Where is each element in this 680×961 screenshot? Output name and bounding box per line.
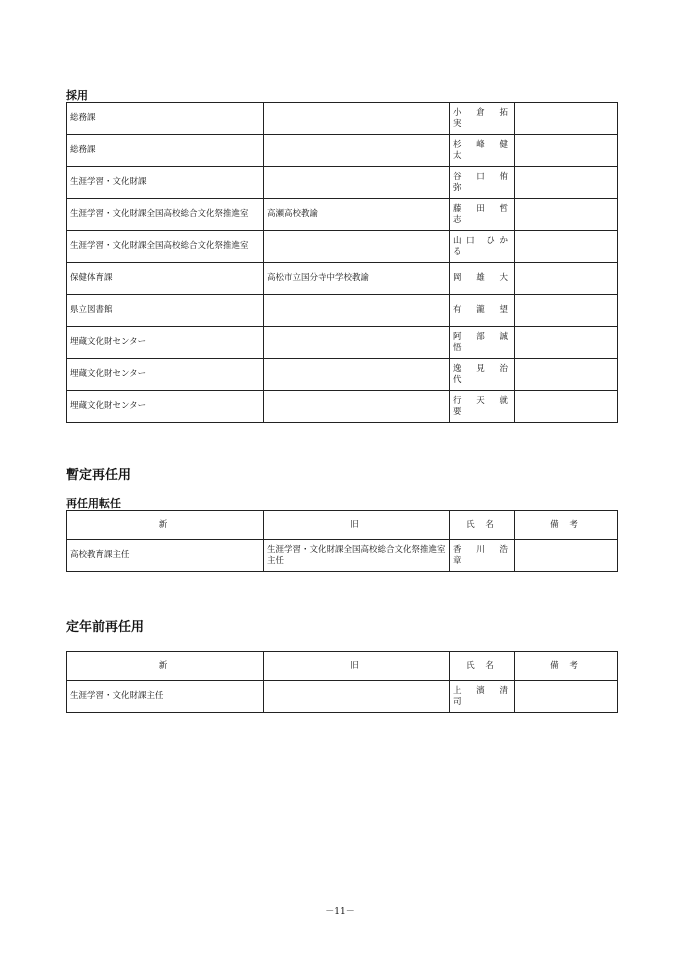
section-title-provisional: 暫定再任用 [66, 468, 132, 483]
cell-prev [264, 135, 450, 167]
header-note: 備 考 [515, 511, 618, 540]
table-row [67, 103, 618, 135]
cell-name: 香 川 浩 章 [450, 540, 515, 572]
cell-dept: 生涯学習・文化財課 [67, 167, 264, 199]
cell-dept: 総務課 [67, 135, 264, 167]
table-header-row [67, 511, 618, 540]
cell-name: 上 濱 清 司 [450, 681, 515, 713]
cell-prev: 高松市立国分寺中学校教諭 [264, 263, 450, 295]
cell-dept: 生涯学習・文化財課全国高校総合文化祭推進室 [67, 199, 264, 231]
cell-dept: 生涯学習・文化財課全国高校総合文化祭推進室 [67, 231, 264, 263]
cell-name: 行 天 就 要 [450, 391, 515, 423]
cell-old: 生涯学習・文化財課全国高校総合文化祭推進室主任 [264, 540, 450, 572]
cell-name: 岡 雄 大 [450, 263, 515, 295]
cell-name: 逸 見 治 代 [450, 359, 515, 391]
section-title-adoption: 採用 [66, 89, 88, 102]
cell-note [515, 103, 618, 135]
table-row [67, 681, 618, 713]
cell-name: 藤 田 哲 志 [450, 199, 515, 231]
cell-note [515, 327, 618, 359]
table-row [67, 263, 618, 295]
cell-prev [264, 295, 450, 327]
table-row [67, 135, 618, 167]
table-row [67, 327, 618, 359]
cell-note [515, 199, 618, 231]
cell-note [515, 263, 618, 295]
cell-note [515, 391, 618, 423]
cell-note [515, 231, 618, 263]
cell-new: 高校教育課主任 [67, 540, 264, 572]
cell-new: 生涯学習・文化財課主任 [67, 681, 264, 713]
cell-dept: 埋蔵文化財センター [67, 359, 264, 391]
table-row [67, 199, 618, 231]
cell-note [515, 295, 618, 327]
cell-name: 阿 部 誠 悟 [450, 327, 515, 359]
cell-dept: 保健体育課 [67, 263, 264, 295]
cell-note [515, 135, 618, 167]
cell-note [515, 359, 618, 391]
cell-prev [264, 167, 450, 199]
cell-note [515, 540, 618, 572]
cell-prev [264, 103, 450, 135]
header-note: 備 考 [515, 652, 618, 681]
table-row [67, 295, 618, 327]
cell-dept: 埋蔵文化財センター [67, 327, 264, 359]
table-row [67, 540, 618, 572]
cell-dept: 総務課 [67, 103, 264, 135]
cell-dept: 埋蔵文化財センター [67, 391, 264, 423]
cell-prev: 高瀬高校教諭 [264, 199, 450, 231]
table-row [67, 231, 618, 263]
cell-old [264, 681, 450, 713]
table-row [67, 167, 618, 199]
cell-prev [264, 231, 450, 263]
adoption-table [66, 102, 618, 423]
header-new: 新 [67, 652, 264, 681]
provisional-table [66, 510, 618, 572]
cell-name: 杉 峰 健 太 [450, 135, 515, 167]
subsection-title-transfer: 再任用転任 [66, 497, 121, 510]
page-number: －11－ [325, 907, 355, 917]
preretire-table [66, 651, 618, 713]
header-name: 氏 名 [450, 652, 515, 681]
cell-prev [264, 359, 450, 391]
table-header-row [67, 652, 618, 681]
header-old: 旧 [264, 511, 450, 540]
cell-dept: 県立図書館 [67, 295, 264, 327]
table-row [67, 391, 618, 423]
cell-prev [264, 391, 450, 423]
cell-prev [264, 327, 450, 359]
cell-name: 小 倉 拓 実 [450, 103, 515, 135]
cell-name: 谷 口 侑 弥 [450, 167, 515, 199]
section-title-preretire: 定年前再任用 [66, 620, 145, 635]
cell-name: 山口 ひかる [450, 231, 515, 263]
header-new: 新 [67, 511, 264, 540]
cell-name: 有 瀧 望 [450, 295, 515, 327]
cell-note [515, 681, 618, 713]
header-old: 旧 [264, 652, 450, 681]
header-name: 氏 名 [450, 511, 515, 540]
cell-note [515, 167, 618, 199]
table-row [67, 359, 618, 391]
